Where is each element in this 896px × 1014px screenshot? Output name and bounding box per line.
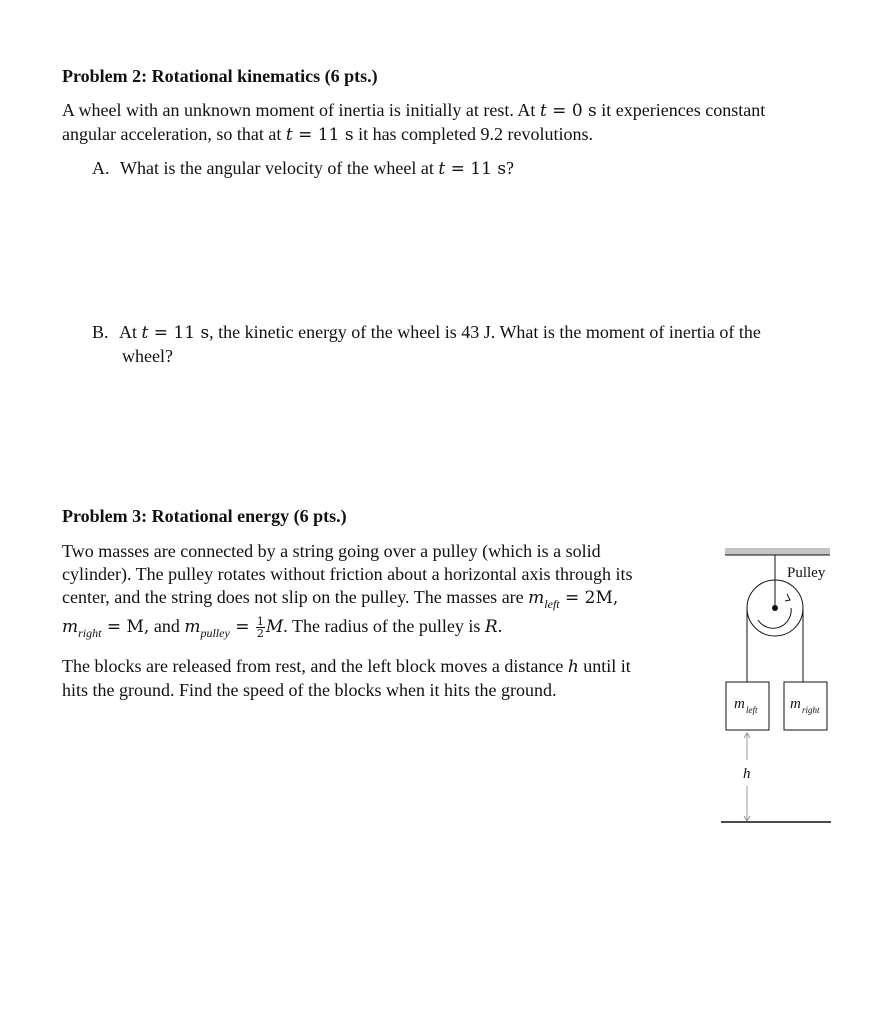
eq-t11: = 11 s bbox=[148, 323, 210, 343]
ceiling bbox=[725, 548, 830, 555]
eq-mright: = M, bbox=[101, 617, 150, 637]
h-label: h bbox=[743, 766, 751, 782]
var-M: M bbox=[265, 617, 284, 637]
part-b-label: B. bbox=[92, 322, 109, 342]
p3-text: The blocks are released from rest, and the left block moves a distance bbox=[62, 656, 568, 676]
var-h: h bbox=[567, 657, 579, 677]
var-m: m bbox=[184, 617, 201, 637]
intro-text: it experiences constant bbox=[596, 100, 766, 120]
eq-t0: = 0 s bbox=[546, 101, 597, 121]
problem3-line2: cylinder). The pulley rotates without friction about a horizontal axis through its bbox=[62, 564, 633, 584]
eq-sign: = bbox=[229, 617, 255, 637]
frac-den: 2 bbox=[256, 627, 264, 641]
right-block-m: m bbox=[790, 696, 801, 712]
right-block-sub: right bbox=[802, 705, 820, 715]
var-t: t bbox=[438, 159, 446, 179]
p3-text: . bbox=[497, 616, 503, 636]
part-a-text: What is the angular velocity of the wheel at bbox=[120, 158, 439, 178]
part-b-text: , the kinetic energy of the wheel is 43 J. What is the moment of inertia of the bbox=[209, 322, 761, 342]
eq-mleft: = 2M, bbox=[559, 588, 619, 608]
var-m: m bbox=[62, 617, 79, 637]
problem2-part-b-line2: wheel? bbox=[122, 346, 173, 366]
sub-right: right bbox=[78, 626, 102, 640]
p3-text: center, and the string does not slip on the pulley. The masses are bbox=[62, 587, 529, 607]
problem3-heading: Problem 3: Rotational energy (6 pts.) bbox=[62, 506, 347, 526]
part-a-text: ? bbox=[506, 158, 515, 178]
part-a-label: A. bbox=[92, 158, 110, 178]
problem3-line1: Two masses are connected by a string going over a pulley (which is a solid bbox=[62, 541, 601, 561]
p3-text: until it bbox=[578, 656, 631, 676]
problem2-part-b bbox=[92, 320, 761, 345]
var-t: t bbox=[539, 101, 547, 121]
intro-text: A wheel with an unknown moment of inertia is initially at rest. At bbox=[62, 100, 540, 120]
problem2-part-a bbox=[92, 156, 514, 181]
var-t: t bbox=[285, 125, 293, 145]
var-t: t bbox=[141, 323, 149, 343]
intro-text: it has completed 9.2 revolutions. bbox=[353, 124, 594, 144]
problem3-line6: hits the ground. Find the speed of the blocks when it hits the ground. bbox=[62, 680, 557, 700]
rotation-arrow-icon bbox=[785, 594, 790, 601]
problem3-line4 bbox=[62, 614, 502, 640]
sub-left: left bbox=[544, 597, 560, 611]
pulley-axle bbox=[772, 605, 778, 611]
problem3-line5 bbox=[62, 654, 631, 679]
eq-t11: = 11 s bbox=[292, 125, 354, 145]
pulley-diagram bbox=[715, 540, 840, 830]
eq-t11: = 11 s bbox=[445, 159, 507, 179]
sub-pulley: pulley bbox=[200, 626, 230, 640]
part-b-text: At bbox=[119, 322, 142, 342]
left-block-m: m bbox=[734, 696, 745, 712]
rotation-arc bbox=[758, 608, 791, 628]
problem2-heading: Problem 2: Rotational kinematics (6 pts.) bbox=[62, 66, 378, 86]
intro-text: angular acceleration, so that at bbox=[62, 124, 286, 144]
var-m: m bbox=[528, 588, 545, 608]
problem2-intro-line1 bbox=[62, 98, 765, 123]
left-block-sub: left bbox=[746, 705, 758, 715]
fraction-half bbox=[256, 616, 265, 639]
problem3-line3 bbox=[62, 585, 618, 611]
problem2-intro-line2 bbox=[62, 122, 593, 147]
p3-text: . The radius of the pulley is bbox=[283, 616, 485, 636]
frac-num: 1 bbox=[256, 615, 264, 629]
p3-text: and bbox=[149, 616, 185, 636]
var-R: R bbox=[484, 617, 498, 637]
pulley-label: Pulley bbox=[787, 565, 826, 581]
